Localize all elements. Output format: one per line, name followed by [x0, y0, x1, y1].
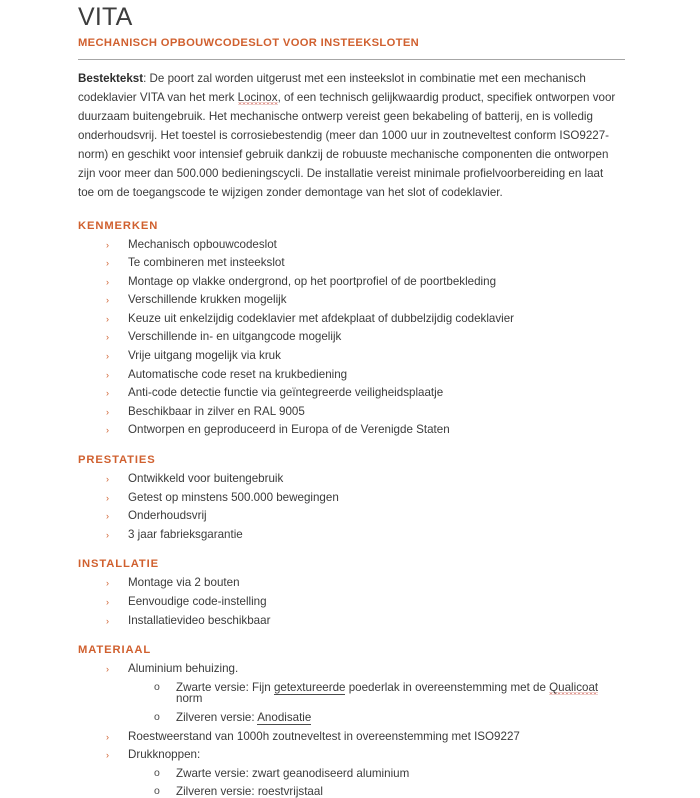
chevron-bullet-icon: ›: [106, 406, 109, 417]
header-divider: [78, 59, 625, 60]
sub-list-item-label: [176, 711, 311, 725]
section-heading: INSTALLATIE: [78, 558, 159, 571]
chevron-bullet-icon: ›: [106, 258, 109, 269]
list-item: [78, 492, 626, 504]
feature-list: [78, 473, 626, 540]
list-item-label: Getest op minstens 500.000 bewegingen: [128, 490, 339, 504]
list-item-label: Drukknoppen:: [128, 748, 201, 762]
chevron-bullet-icon: ›: [106, 276, 109, 287]
list-item-label: Montage op vlakke ondergrond, op het poortprofiel of de poortbekleding: [128, 274, 497, 288]
list-item-label: Verschillende krukken mogelijk: [128, 293, 287, 307]
list-item-label: Onderhoudsvrij: [128, 509, 207, 523]
feature-list: [78, 239, 626, 437]
chevron-bullet-icon: ›: [106, 578, 109, 589]
sub-item-text: Zwarte versie: zwart geanodiseerd aluminium: [176, 766, 410, 780]
sub-list-item: [128, 768, 626, 780]
intro-text-part1: : De poort zal worden uitgerust met een insteekslot in combinatie met een mechanisch codeklavier VITA van het merk: [78, 71, 586, 104]
page-subtitle: MECHANISCH OPBOUWCODESLOT VOOR INSTEEKSLOTEN: [78, 36, 420, 49]
list-item: [78, 731, 626, 743]
list-item-label: Installatievideo beschikbaar: [128, 613, 271, 627]
intro-paragraph: [78, 69, 618, 202]
list-item-label: Anti-code detectie functie via geïntegreerde veiligheidsplaatje: [128, 386, 444, 400]
circle-bullet-icon: o: [154, 680, 160, 693]
list-item: [78, 313, 626, 325]
sections-container: [78, 220, 626, 798]
sub-list-item: [128, 712, 626, 724]
sub-list-item: [128, 682, 626, 705]
sub-item-text: poederlak in overeenstemming met de: [345, 680, 550, 694]
list-item: [78, 387, 626, 399]
feature-list: [78, 577, 626, 626]
list-item-label: 3 jaar fabrieksgarantie: [128, 527, 243, 541]
section-heading: KENMERKEN: [78, 219, 159, 232]
chevron-bullet-icon: ›: [106, 597, 109, 607]
chevron-bullet-icon: ›: [106, 731, 109, 742]
list-item-label: Automatische code reset na krukbediening: [128, 367, 348, 381]
list-item: [78, 473, 626, 485]
list-item: [78, 749, 626, 798]
section-heading: MATERIAAL: [78, 644, 152, 657]
list-item-label: Keuze uit enkelzijdig codeklavier met afdekplaat of dubbelzijdig codeklavier: [128, 311, 515, 325]
chevron-bullet-icon: ›: [106, 474, 109, 485]
intro-lead-label: Bestektekst: [78, 71, 144, 85]
chevron-bullet-icon: ›: [106, 750, 109, 761]
list-item: [78, 406, 626, 418]
sub-list-item-label: [176, 785, 323, 798]
list-item: [78, 596, 626, 608]
chevron-bullet-icon: ›: [106, 425, 109, 436]
list-item: [78, 369, 626, 381]
list-item-label: Ontwikkeld voor buitengebruik: [128, 472, 284, 486]
chevron-bullet-icon: ›: [106, 492, 109, 503]
list-item-label: Verschillende in- en uitgangcode mogelijk: [128, 330, 342, 344]
list-item-label: Roestweerstand van 1000h zoutneveltest in overeenstemming met ISO9227: [128, 729, 520, 743]
chevron-bullet-icon: ›: [106, 664, 109, 675]
spellcheck-flagged-term: Qualicoat: [549, 680, 599, 694]
list-item: [78, 294, 626, 306]
sub-list-item: [128, 786, 626, 798]
list-item-label: Montage via 2 bouten: [128, 576, 240, 590]
sub-list-item-label: [176, 767, 409, 780]
chevron-bullet-icon: ›: [106, 313, 109, 324]
list-item-label: Mechanisch opbouwcodeslot: [128, 237, 277, 251]
page-title: VITA: [78, 3, 133, 31]
chevron-bullet-icon: ›: [106, 295, 109, 306]
list-item: [78, 331, 626, 343]
list-item: [78, 239, 626, 251]
list-item: [78, 350, 626, 362]
brand-name-locinox: Locinox: [237, 90, 278, 104]
list-item: [78, 424, 626, 436]
underlined-term: Anodisatie: [257, 710, 312, 724]
chevron-bullet-icon: ›: [106, 351, 109, 362]
sub-item-text: Zilveren versie:: [176, 710, 258, 724]
list-item: [78, 615, 626, 627]
circle-bullet-icon: o: [154, 785, 160, 798]
sub-list: [128, 768, 626, 798]
list-item: [78, 510, 626, 522]
sub-list: [128, 682, 626, 724]
list-item: [78, 276, 626, 288]
document-page: [0, 3, 700, 798]
sub-item-text: Zwarte versie: Fijn: [176, 680, 274, 694]
chevron-bullet-icon: ›: [106, 239, 109, 250]
list-item: [78, 663, 626, 723]
list-item-label: Aluminium behuizing.: [128, 662, 239, 676]
list-item: [78, 529, 626, 541]
list-item-label: Ontworpen en geproduceerd in Europa of de Verenigde Staten: [128, 423, 450, 437]
list-item-label: Te combineren met insteekslot: [128, 256, 285, 270]
sub-list-item-label: [176, 681, 598, 706]
list-item-label: Beschikbaar in zilver en RAL 9005: [128, 404, 305, 418]
sub-item-text: norm: [176, 692, 203, 706]
chevron-bullet-icon: ›: [106, 529, 109, 540]
circle-bullet-icon: o: [154, 766, 160, 779]
chevron-bullet-icon: ›: [106, 332, 109, 343]
circle-bullet-icon: o: [154, 710, 160, 723]
underlined-term: getextureerde: [273, 680, 346, 694]
list-item: [78, 577, 626, 589]
chevron-bullet-icon: ›: [106, 511, 109, 522]
list-item-label: Vrije uitgang mogelijk via kruk: [128, 349, 281, 363]
intro-text-part2: , of een technisch gelijkwaardig product, specifiek ontworpen voor duurzaam buitengebruik. Het mechanische ontwerp vereist geen bekabeling of batterij, en is volledig onderhoudsvrij. Het toestel is corrosiebestendig (meer dan 1000 uur in zoutneveltest conform ISO9227-norm) en geschikt voor intensief gebruik dankzij de robuuste mechanische componenten die ontworpen zijn voor meer dan 500.000 bedieningscycli. De installatie vereist minimale profielvoorbereiding en laat toe om de toegangscode te wijzigen zonder demontage van het slot of codeklavier.: [78, 90, 616, 199]
feature-list: [78, 663, 626, 798]
chevron-bullet-icon: ›: [106, 388, 109, 399]
list-item: [78, 257, 626, 269]
chevron-bullet-icon: ›: [106, 369, 109, 380]
list-item-label: Eenvoudige code-instelling: [128, 595, 267, 608]
section-heading: PRESTATIES: [78, 454, 156, 467]
chevron-bullet-icon: ›: [106, 615, 109, 626]
sub-item-text: Zilveren versie: roestvrijstaal: [176, 785, 323, 798]
